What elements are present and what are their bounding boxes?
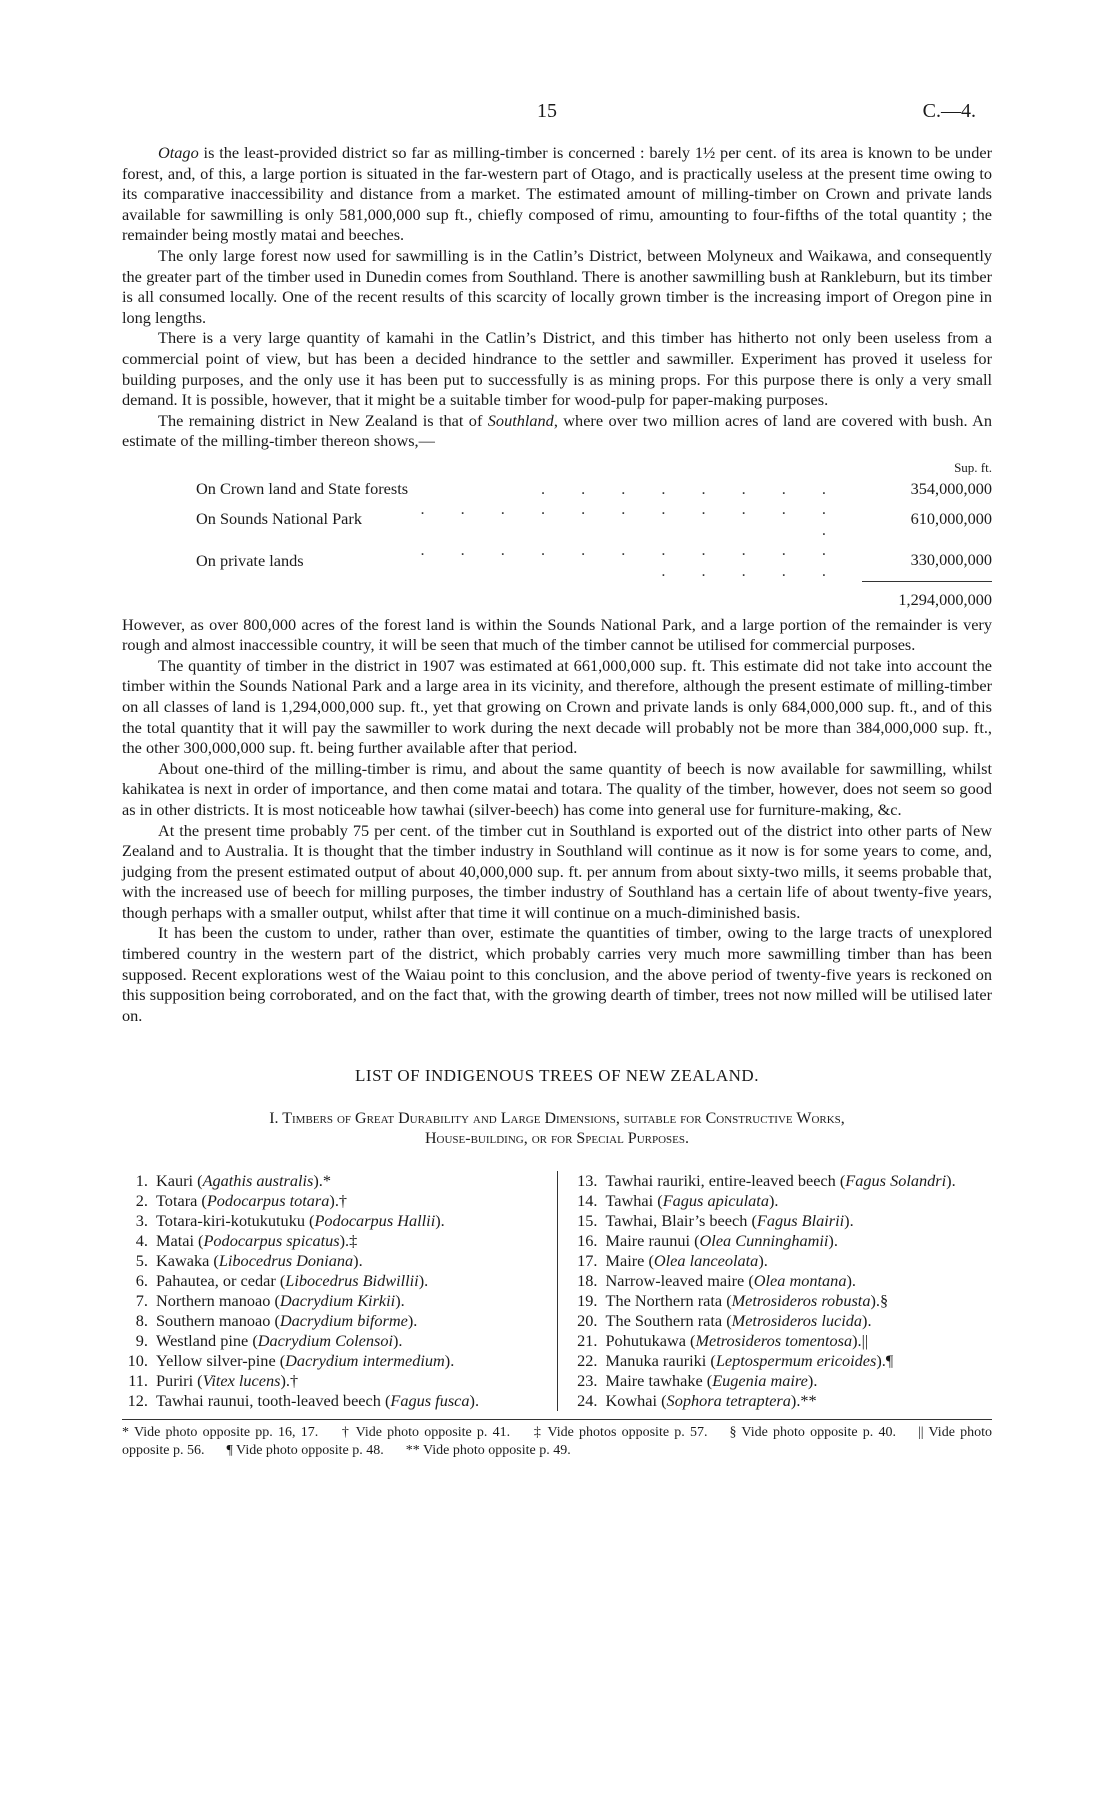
tree-scientific-name: Libocedrus Bidwillii bbox=[285, 1271, 419, 1291]
tree-footnote-mark: ).† bbox=[329, 1191, 348, 1211]
tree-name bbox=[156, 1371, 543, 1391]
tree-footnote-mark: ). bbox=[846, 1271, 856, 1291]
tree-number: 6. bbox=[135, 1271, 148, 1291]
tree-scientific-name: Dacrydium Colensoi bbox=[257, 1331, 393, 1351]
estimate-unit: Sup. ft. bbox=[954, 459, 992, 475]
tree-footnote-mark: ). bbox=[946, 1171, 956, 1191]
tree-list-item bbox=[572, 1331, 993, 1351]
body-text bbox=[122, 143, 992, 1460]
tree-common-name: Maire ( bbox=[605, 1251, 654, 1271]
tree-scientific-name: Eugenia maire bbox=[712, 1371, 808, 1391]
tree-common-name: Westland pine ( bbox=[156, 1331, 258, 1351]
estimate-row bbox=[122, 540, 992, 581]
tree-list-right-column bbox=[558, 1171, 993, 1411]
tree-common-name: The Southern rata ( bbox=[605, 1311, 732, 1331]
tree-list bbox=[122, 1171, 992, 1411]
tree-number: 17. bbox=[577, 1251, 598, 1271]
tree-footnote-mark: ). bbox=[395, 1291, 405, 1311]
tree-list-item bbox=[122, 1251, 543, 1271]
paragraph-southland-intro bbox=[122, 411, 992, 452]
estimate-value: 354,000,000 bbox=[910, 478, 992, 498]
tree-number: 19. bbox=[577, 1291, 598, 1311]
tree-common-name: Yellow silver-pine ( bbox=[156, 1351, 286, 1371]
tree-common-name: Kauri ( bbox=[156, 1171, 203, 1191]
tree-scientific-name: Agathis australis bbox=[202, 1171, 314, 1191]
tree-list-item bbox=[122, 1331, 543, 1351]
tree-name bbox=[156, 1251, 543, 1271]
tree-name bbox=[156, 1211, 543, 1231]
tree-list-item bbox=[572, 1191, 993, 1211]
page-number: 15 bbox=[537, 100, 557, 122]
estimate-leader: . . . . . . . . . . . . bbox=[420, 499, 842, 539]
tree-scientific-name: Fagus Blairii bbox=[756, 1211, 845, 1231]
tree-name bbox=[156, 1351, 543, 1371]
estimate-value: 610,000,000 bbox=[910, 509, 992, 529]
tree-number: 4. bbox=[135, 1231, 148, 1251]
tree-footnote-mark: ). bbox=[862, 1311, 872, 1331]
tree-scientific-name: Podocarpus spicatus bbox=[203, 1231, 340, 1251]
tree-name bbox=[606, 1371, 993, 1391]
tree-list-item bbox=[572, 1311, 993, 1331]
tree-list-item bbox=[122, 1171, 543, 1191]
tree-name bbox=[606, 1211, 993, 1231]
tree-list-left-column bbox=[122, 1171, 558, 1411]
paragraph-export: At the present time probably 75 per cent. of the timber cut in Southland is exported out of the district into other parts of New Zealand and to Australia. It is thought that the timber industry in Southland will continue as it now is for some years to come, and, judging from the present estimated output of about 40,000,000 sup. ft. per annum from about sixty-two mills, it seems probable that, with the increased use of beech for milling purposes, the timber industry of Southland has a certain life of about twenty-five years, though perhaps with a smaller output, whilst after that time it will continue on a much-diminished basis. bbox=[122, 820, 992, 922]
tree-number: 2. bbox=[135, 1191, 148, 1211]
footnote: ** Vide photo opposite p. 49. bbox=[405, 1443, 571, 1459]
tree-footnote-mark: ).¶ bbox=[876, 1351, 894, 1371]
tree-name bbox=[606, 1291, 993, 1311]
document-reference: C.—4. bbox=[922, 100, 976, 122]
tree-number: 11. bbox=[128, 1371, 148, 1391]
tree-footnote-mark: ). bbox=[807, 1371, 818, 1391]
tree-list-item bbox=[122, 1351, 543, 1371]
tree-name bbox=[606, 1171, 993, 1191]
tree-list-item bbox=[572, 1171, 993, 1191]
tree-footnote-mark: ). bbox=[844, 1211, 854, 1231]
paragraph-otago bbox=[122, 143, 992, 246]
tree-list-item bbox=[122, 1211, 543, 1231]
tree-list-item bbox=[122, 1271, 543, 1291]
tree-name bbox=[156, 1331, 543, 1351]
estimate-unit-row bbox=[122, 458, 992, 479]
tree-name bbox=[156, 1231, 543, 1251]
tree-name bbox=[606, 1231, 993, 1251]
paragraph-text: The remaining district in New Zealand is that of bbox=[158, 410, 488, 430]
paragraph-sounds-park: However, as over 800,000 acres of the forest land is within the Sounds National Park, and a large portion of the remainder is very rough and almost inaccessible country, it will be seen that much of the timber cannot be utilised for commercial purposes. bbox=[122, 614, 992, 655]
tree-footnote-mark: ). bbox=[768, 1191, 779, 1211]
section-title bbox=[122, 1109, 992, 1149]
paragraph-text: is the least-provided district so far as milling-timber is concerned : barely 1½ per cent. of its area is known to be under forest, and, of this, a large portion is situated in the far-western part of Otago, and is practically useless at the present time owing to its comparative inaccessibility and distance from a market. The estimated amount of milling-timber on Crown and private lands available for sawmilling is only 581,000,000 sup ft., chiefly composed of rimu, amounting to four-fifths of the total quantity ; the remainder being mostly matai and beeches. bbox=[122, 143, 992, 245]
tree-number: 21. bbox=[577, 1331, 598, 1351]
tree-list-item bbox=[122, 1191, 543, 1211]
tree-list-item bbox=[572, 1231, 993, 1251]
tree-common-name: Narrow-leaved maire ( bbox=[605, 1271, 754, 1291]
tree-scientific-name: Podocarpus Hallii bbox=[314, 1211, 436, 1231]
tree-scientific-name: Leptospermum ericoides bbox=[715, 1351, 877, 1371]
tree-scientific-name: Fagus fusca bbox=[390, 1391, 470, 1411]
tree-list-item bbox=[572, 1211, 993, 1231]
tree-number: 18. bbox=[577, 1271, 598, 1291]
tree-scientific-name: Libocedrus Doniana bbox=[218, 1251, 354, 1271]
section-title-line: I. Timbers of Great Durability and Large Dimensions, suitable for Constructive Works, bbox=[269, 1110, 845, 1128]
tree-common-name: The Northern rata ( bbox=[605, 1291, 732, 1311]
tree-footnote-mark: ).† bbox=[280, 1371, 299, 1391]
tree-common-name: Matai ( bbox=[156, 1231, 204, 1251]
tree-list-item bbox=[572, 1271, 993, 1291]
footnote: § Vide photo opposite p. 40. bbox=[729, 1425, 896, 1441]
tree-list-item bbox=[572, 1251, 993, 1271]
tree-name bbox=[156, 1291, 543, 1311]
tree-common-name: Maire tawhake ( bbox=[605, 1371, 713, 1391]
tree-number: 10. bbox=[127, 1351, 148, 1371]
footnote-rule bbox=[122, 1419, 992, 1420]
tree-scientific-name: Fagus apiculata bbox=[662, 1191, 769, 1211]
italic-southland: Southland bbox=[487, 410, 554, 430]
tree-scientific-name: Vitex lucens bbox=[202, 1371, 281, 1391]
footnote: † Vide photo opposite p. 41. bbox=[340, 1425, 511, 1441]
tree-footnote-mark: ).** bbox=[790, 1391, 817, 1411]
tree-common-name: Tawhai raunui, tooth-leaved beech ( bbox=[156, 1391, 391, 1411]
estimate-label: On Crown land and State forests bbox=[196, 478, 409, 498]
tree-number: 7. bbox=[135, 1291, 148, 1311]
tree-common-name: Northern manoao ( bbox=[156, 1291, 280, 1311]
footnote: || Vide photo opposite p. 56. bbox=[122, 1425, 992, 1459]
estimate-label: On Sounds National Park bbox=[196, 509, 362, 529]
tree-scientific-name: Dacrydium Kirkii bbox=[279, 1291, 396, 1311]
tree-name bbox=[606, 1351, 993, 1371]
tree-common-name: Maire raunui ( bbox=[605, 1231, 700, 1251]
tree-name bbox=[606, 1391, 993, 1411]
estimate-row bbox=[122, 479, 992, 500]
tree-common-name: Tawhai, Blair’s beech ( bbox=[605, 1211, 757, 1231]
tree-scientific-name: Podocarpus totara bbox=[206, 1191, 330, 1211]
tree-number: 9. bbox=[135, 1331, 148, 1351]
tree-footnote-mark: ).|| bbox=[852, 1331, 869, 1351]
tree-common-name: Southern manoao ( bbox=[156, 1311, 280, 1331]
tree-common-name: Tawhai rauriki, entire-leaved beech ( bbox=[605, 1171, 846, 1191]
tree-footnote-mark: ). bbox=[353, 1251, 363, 1271]
tree-common-name: Totara ( bbox=[156, 1191, 207, 1211]
section-title-line: House-building, or for Special Purposes. bbox=[424, 1130, 690, 1148]
tree-name bbox=[156, 1311, 543, 1331]
page-header bbox=[0, 100, 1114, 130]
tree-footnote-mark: ). bbox=[469, 1391, 480, 1411]
tree-name bbox=[606, 1331, 993, 1351]
tree-scientific-name: Fagus Solandri bbox=[845, 1171, 947, 1191]
tree-scientific-name: Olea lanceolata bbox=[653, 1251, 759, 1271]
tree-footnote-mark: ).* bbox=[313, 1171, 332, 1191]
tree-number: 3. bbox=[135, 1211, 148, 1231]
tree-number: 24. bbox=[577, 1391, 598, 1411]
tree-common-name: Puriri ( bbox=[156, 1371, 203, 1391]
paragraph-custom: It has been the custom to under, rather than over, estimate the quantities of timber, owing to the large tracts of unexplored timbered country in the western part of the district, which probably carries very much more sawmilling timber than has been supposed. Recent explorations west of the Waiau point to this conclusion, and the above period of twenty-five years is reckoned on this supposition being corroborated, and on the fact that, with the growing dearth of timber, trees not now milled will be utilised later on. bbox=[122, 923, 992, 1025]
tree-common-name: Totara-kiri-kotukutuku ( bbox=[156, 1211, 315, 1231]
paragraph-rimu-beech: About one-third of the milling-timber is rimu, and about the same quantity of beech is now available for sawmilling, whilst kahikatea is next in order of importance, and then come matai and totara. The quality of the timber, however, does not seem so good as in other districts. It is most noticeable how tawhai (silver-beech) has come into general use for furniture-making, &c. bbox=[122, 758, 992, 819]
tree-list-item bbox=[572, 1371, 993, 1391]
tree-list-item bbox=[122, 1371, 543, 1391]
tree-name bbox=[606, 1251, 993, 1271]
paragraph-1907-estimate: The quantity of timber in the district in 1907 was estimated at 661,000,000 sup. ft. This estimate did not take into account the timber within the Sounds National Park and a large area in its vicinity, and therefore, although the present estimate of milling-timber on all classes of land is 1,294,000,000 sup. ft., yet that growing on Crown and private lands is only 684,000,000 sup. ft., and of this the total quantity that it will pay the sawmiller to work during the next decade will probably not be more than 384,000,000 sup. ft., the other 300,000,000 sup. ft. being further available after that period. bbox=[122, 655, 992, 758]
tree-name bbox=[156, 1391, 543, 1411]
tree-number: 12. bbox=[127, 1391, 148, 1411]
tree-common-name: Pohutukawa ( bbox=[605, 1331, 696, 1351]
tree-name bbox=[156, 1171, 543, 1191]
tree-common-name: Kawaka ( bbox=[156, 1251, 219, 1271]
tree-name bbox=[156, 1271, 543, 1291]
paragraph-kamahi: There is a very large quantity of kamahi in the Catlin’s District, and this timber has hitherto not only been useless from a commercial point of view, but has been a decided hindrance to the settler and sawmiller. Experiment has proved it useless for building purposes, and the only use it has been put to successfully is as mining props. For this purpose there is only a very small demand. It is possible, however, that it might be a suitable timber for wood-pulp for paper-making purposes. bbox=[122, 328, 992, 410]
tree-footnote-mark: ). bbox=[418, 1271, 429, 1291]
tree-list-item bbox=[572, 1291, 993, 1311]
estimate-leader: . . . . . . . . . . . . . . . . bbox=[420, 540, 842, 580]
tree-list-item bbox=[572, 1351, 993, 1371]
tree-number: 8. bbox=[135, 1311, 148, 1331]
tree-number: 16. bbox=[577, 1231, 598, 1251]
list-title: LIST OF INDIGENOUS TREES OF NEW ZEALAND. bbox=[355, 1066, 759, 1086]
tree-list-item bbox=[122, 1231, 543, 1251]
tree-scientific-name: Metrosideros robusta bbox=[731, 1291, 871, 1311]
tree-footnote-mark: ). bbox=[828, 1231, 838, 1251]
estimate-total-row bbox=[122, 581, 992, 610]
tree-name bbox=[606, 1311, 993, 1331]
estimate-leader: . . . . . . . . bbox=[540, 478, 842, 498]
tree-name bbox=[606, 1191, 993, 1211]
estimate-row bbox=[122, 499, 992, 540]
tree-name bbox=[606, 1271, 993, 1291]
tree-footnote-mark: ). bbox=[393, 1331, 403, 1351]
tree-scientific-name: Metrosideros lucida bbox=[731, 1311, 863, 1331]
tree-number: 5. bbox=[135, 1251, 148, 1271]
tree-common-name: Tawhai ( bbox=[605, 1191, 663, 1211]
estimate-total: 1,294,000,000 bbox=[862, 581, 992, 610]
tree-number: 20. bbox=[577, 1311, 598, 1331]
footnote: * Vide photo opposite pp. 16, 17. bbox=[122, 1425, 319, 1441]
tree-number: 23. bbox=[577, 1371, 598, 1391]
footnote: ‡ Vide photos opposite p. 57. bbox=[532, 1425, 708, 1441]
tree-scientific-name: Sophora tetraptera bbox=[666, 1391, 791, 1411]
tree-footnote-mark: ). bbox=[758, 1251, 768, 1271]
estimate-label: On private lands bbox=[196, 550, 304, 570]
tree-footnote-mark: ). bbox=[407, 1311, 418, 1331]
tree-scientific-name: Dacrydium biforme bbox=[279, 1311, 408, 1331]
tree-number: 13. bbox=[577, 1171, 598, 1191]
timber-estimate-table bbox=[122, 458, 992, 611]
tree-scientific-name: Metrosideros tomentosa bbox=[695, 1331, 853, 1351]
tree-scientific-name: Olea Cunninghamii bbox=[699, 1231, 829, 1251]
tree-common-name: Kowhai ( bbox=[605, 1391, 667, 1411]
paragraph-catlins: The only large forest now used for sawmilling is in the Catlin’s District, between Molyneux and Waikawa, and consequently the greater part of the timber used in Dunedin comes from Southland. There is another sawmilling bush at Rankleburn, but its timber is all consumed locally. One of the recent results of this scarcity of locally grown timber is the increasing import of Oregon pine in long lengths. bbox=[122, 245, 992, 327]
tree-list-item bbox=[122, 1291, 543, 1311]
footnote: ¶ Vide photo opposite p. 48. bbox=[226, 1443, 384, 1459]
tree-number: 22. bbox=[577, 1351, 598, 1371]
tree-number: 1. bbox=[135, 1171, 148, 1191]
tree-footnote-mark: ). bbox=[435, 1211, 445, 1231]
tree-list-item bbox=[122, 1311, 543, 1331]
tree-number: 15. bbox=[577, 1211, 598, 1231]
tree-footnote-mark: ). bbox=[444, 1351, 455, 1371]
footnotes bbox=[122, 1424, 992, 1460]
estimate-value: 330,000,000 bbox=[910, 550, 992, 570]
italic-lead: Otago bbox=[158, 143, 199, 162]
tree-common-name: Pahautea, or cedar ( bbox=[156, 1271, 286, 1291]
tree-list-item bbox=[122, 1391, 543, 1411]
tree-name bbox=[156, 1191, 543, 1211]
tree-number: 14. bbox=[577, 1191, 598, 1211]
paragraph-text: , where over two million acres of land are covered with bush. An estimate of the milling-timber thereon shows,— bbox=[122, 410, 993, 451]
tree-scientific-name: Dacrydium intermedium bbox=[285, 1351, 445, 1371]
tree-list-item bbox=[572, 1391, 993, 1411]
tree-scientific-name: Olea montana bbox=[753, 1271, 847, 1291]
tree-footnote-mark: ).‡ bbox=[339, 1231, 358, 1251]
tree-footnote-mark: ).§ bbox=[870, 1291, 889, 1311]
tree-common-name: Manuka rauriki ( bbox=[605, 1351, 716, 1371]
